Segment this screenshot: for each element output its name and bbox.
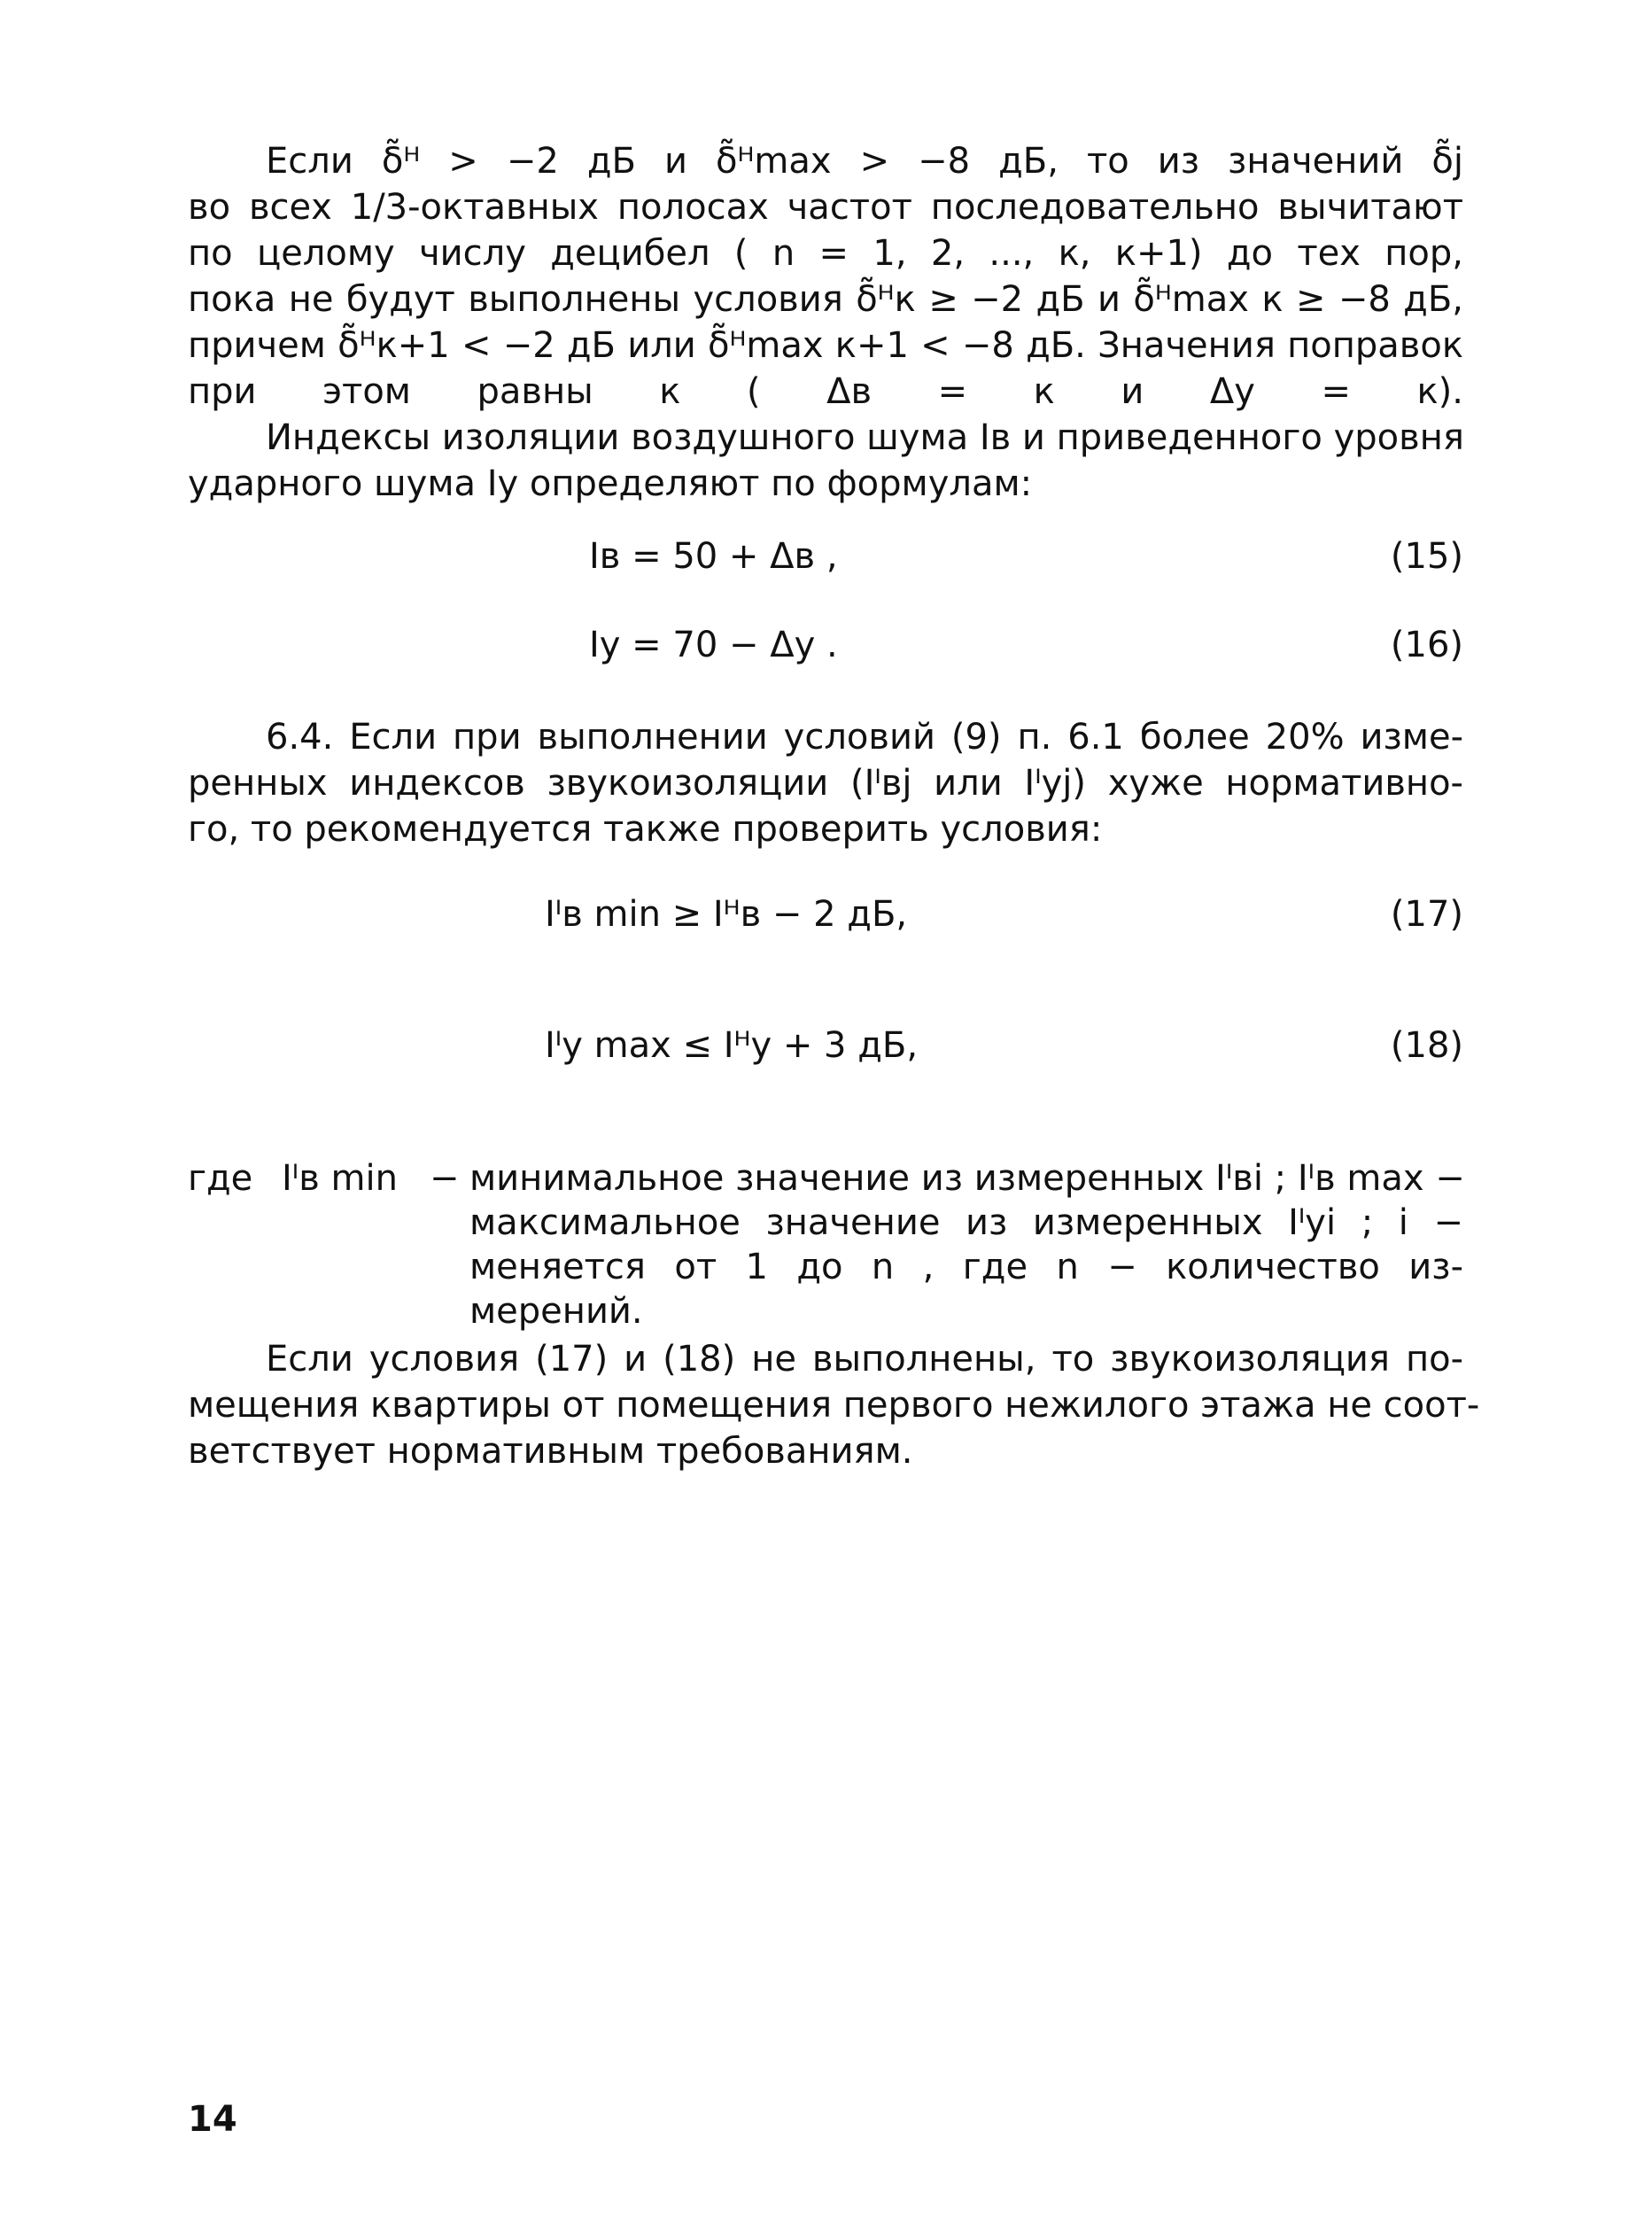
where-def-1: минимальное значение из измеренных Iᴵвi ; Iᴵв max − — [469, 1158, 1465, 1199]
intro-line-6: при этом равны к ( Δв = к и Δу = к). — [188, 371, 1463, 412]
section64-line-2: ренных индексов звукоизоляции (Iᴵвj или Iᴵуj) хуже нормативно- — [188, 763, 1463, 804]
intro-cond-2: δ̃ᴴmax > −8 дБ, — [716, 141, 1059, 182]
where-symbol: Iᴵв min — [282, 1158, 398, 1199]
condition-17: Iᴵв min ≥ Iᴴв − 2 дБ, — [545, 894, 908, 935]
condition-17-number: (17) — [1390, 894, 1463, 935]
formula-16-number: (16) — [1390, 625, 1463, 665]
where-def-2: максимальное значение из измеренных Iᴵуi ; i − — [469, 1202, 1463, 1243]
condition-18-number: (18) — [1390, 1025, 1463, 1066]
formula-16: Iу = 70 − Δу . — [589, 625, 838, 665]
where-def-4: мерений. — [469, 1291, 643, 1332]
formula-15-number: (15) — [1390, 536, 1463, 577]
intro-line-2: во всех 1/3-октавных полосах частот последовательно вычитают — [188, 187, 1463, 228]
conclusion-line-3: ветствует нормативным требованиям. — [188, 1431, 913, 1472]
intro-line-4: пока не будут выполнены условия δ̃ᴴк ≥ −2 дБ и δ̃ᴴmax к ≥ −8 дБ, — [188, 279, 1463, 320]
intro-delta-j: δ̃j — [1431, 141, 1464, 182]
conclusion-line-2: мещения квартиры от помещения первого нежилого этажа не соот- — [188, 1385, 1480, 1426]
intro-cond-1: δ̃ᴴ > −2 дБ — [381, 141, 636, 182]
section64-line-3: го, то рекомендуется также проверить условия: — [188, 809, 1103, 850]
formula-15: Iв = 50 + Δв , — [589, 536, 838, 577]
page-number: 14 — [188, 2099, 237, 2140]
intro-line-3: по целому числу децибел ( n = 1, 2, ..., к, к+1) до тех пор, — [188, 233, 1463, 274]
where-dash: − — [430, 1158, 460, 1199]
intro-phrase: то из значений — [1086, 141, 1404, 182]
where-def-3: меняется от 1 до n , где n − количество из- — [469, 1247, 1463, 1287]
intro-word-i: и — [663, 141, 687, 182]
indices-line-1: Индексы изоляции воздушного шума Iв и приведенного уровня — [266, 417, 1464, 458]
conclusion-line-1: Если условия (17) и (18) не выполнены, то звукоизоляция по- — [266, 1339, 1463, 1380]
intro-line-5: причем δ̃ᴴк+1 < −2 дБ или δ̃ᴴmax к+1 < −8 дБ. Значения поправок — [188, 325, 1463, 366]
section64-line-1: 6.4. Если при выполнении условий (9) п. 6.1 более 20% изме- — [266, 717, 1463, 758]
intro-word-esli: Если — [266, 141, 353, 182]
condition-18: Iᴵу max ≤ Iᴴу + 3 дБ, — [545, 1025, 919, 1066]
intro-line-1 — [266, 140, 1463, 183]
where-word: где — [188, 1158, 253, 1199]
indices-line-2: ударного шума Iу определяют по формулам: — [188, 463, 1033, 504]
